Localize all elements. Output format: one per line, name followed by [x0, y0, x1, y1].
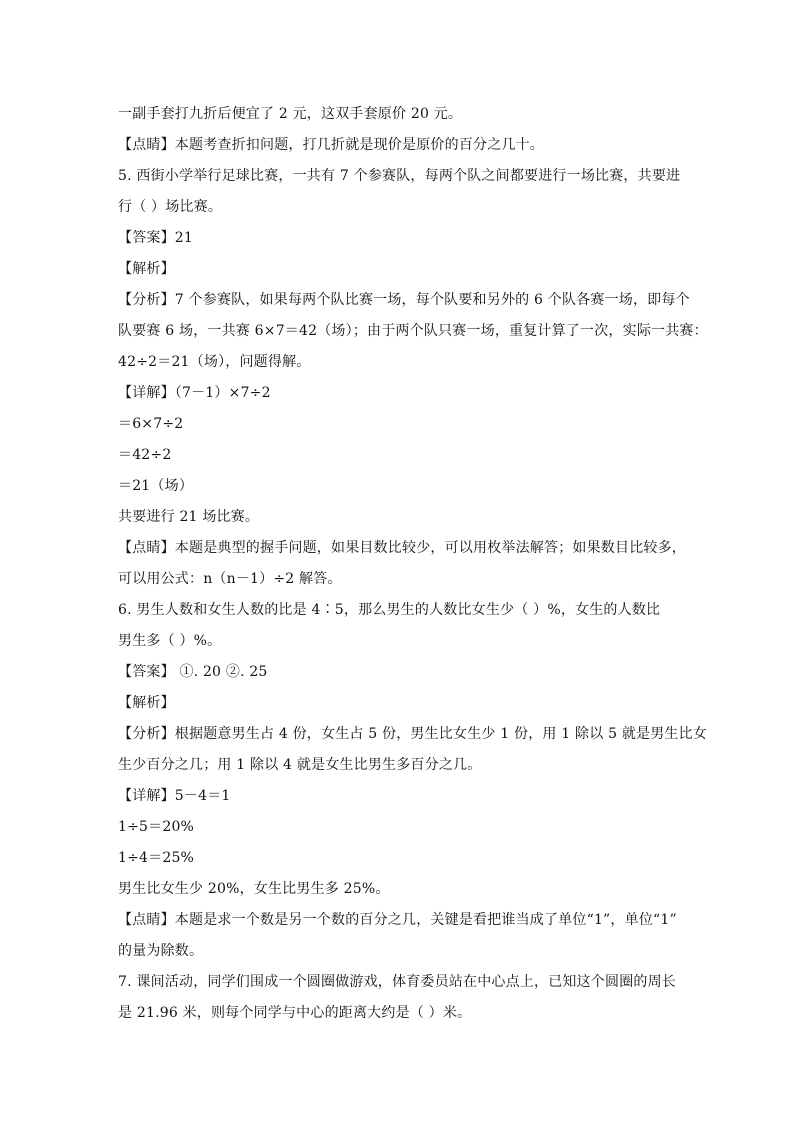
analysis-heading: 【解析】: [118, 261, 175, 277]
question-6-line-1: 6. 男生人数和女生人数的比是 4∶5，那么男生的人数比女生少（ ）%，女生的人数比: [118, 602, 661, 618]
equation-line: 1÷4＝25%: [118, 850, 195, 866]
comment-line: 【点睛】本题是求一个数是另一个数的百分之几，关键是看把谁当成了单位“1”，单位“1”: [118, 912, 677, 928]
analysis-heading: 【解析】: [118, 695, 175, 711]
analysis-line: 【分析】7 个参赛队，如果每两个队比赛一场，每个队要和另外的 6 个队各赛一场，即每个: [118, 292, 690, 308]
question-6-line-2: 男生多（ ）%。: [118, 633, 222, 649]
analysis-line: 42÷2＝21（场），问题得解。: [118, 354, 311, 370]
equation-line: 1÷5＝20%: [118, 819, 195, 835]
answer-line: 【答案】 ①. 20 ②. 25: [118, 664, 268, 680]
analysis-line: 【分析】根据题意男生占 4 份，女生占 5 份，男生比女生少 1 份，用 1 除以 5 就是男生比女: [118, 726, 708, 742]
detail-line: 【详解】（7－1）×7÷2: [118, 385, 271, 401]
equation-line: ＝21（场）: [118, 478, 194, 494]
equation-line: ＝6×7÷2: [118, 416, 184, 432]
comment-line: 【点睛】本题是典型的握手问题，如果目数比较少，可以用枚举法解答；如果数目比较多，: [118, 540, 686, 556]
conclusion-line: 男生比女生少 20%，女生比男生多 25%。: [118, 881, 390, 897]
comment-line: 的量为除数。: [118, 943, 204, 959]
analysis-line: 生少百分之几；用 1 除以 4 就是女生比男生多百分之几。: [118, 757, 482, 773]
equation-line: ＝42÷2: [118, 447, 172, 463]
conclusion-line: 共要进行 21 场比赛。: [118, 509, 260, 525]
text-line: 一副手套打九折后便宜了 2 元，这双手套原价 20 元。: [118, 106, 463, 122]
answer-line: 【答案】21: [118, 230, 194, 246]
comment-line: 【点睛】本题考查折扣问题，打几折就是现价是原价的百分之几十。: [118, 137, 544, 153]
question-5-line-2: 行（ ）场比赛。: [118, 199, 223, 215]
question-7-line-1: 7. 课间活动，同学们围成一个圆圈做游戏，体育委员站在中心点上，已知这个圆圈的周长: [118, 974, 677, 990]
question-7-line-2: 是 21.96 米，则每个同学与中心的距离大约是（ ）米。: [118, 1005, 472, 1021]
question-5-line-1: 5. 西街小学举行足球比赛，一共有 7 个参赛队，每两个队之间都要进行一场比赛，共要进: [118, 168, 681, 184]
detail-line: 【详解】5－4＝1: [118, 788, 231, 804]
analysis-line: 队要赛 6 场，一共赛 6×7＝42（场）；由于两个队只赛一场，重复计算了一次，实际一共赛：: [118, 323, 708, 339]
comment-line: 可以用公式：n（n－1）÷2 解答。: [118, 571, 342, 587]
